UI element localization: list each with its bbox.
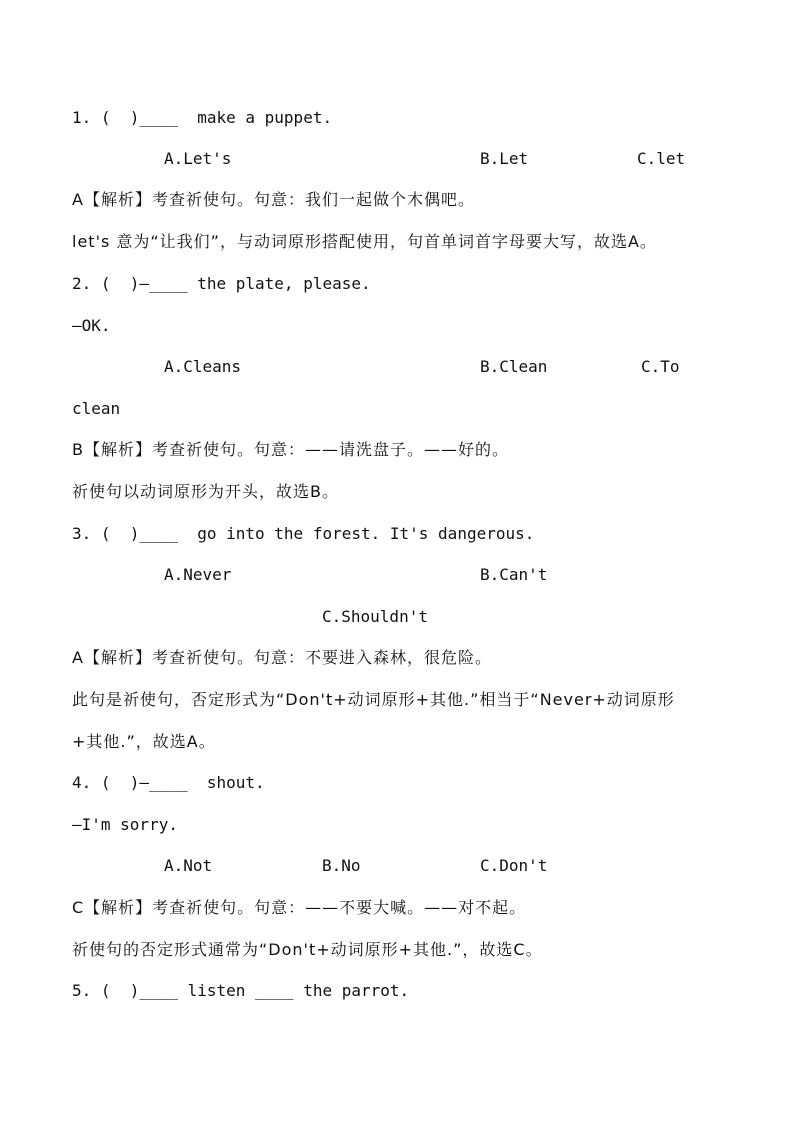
question-2-reply: —OK. [72, 316, 111, 335]
question-4-option-b: B.No [322, 856, 361, 875]
question-2-option-a: A.Cleans [164, 357, 242, 376]
question-2-option-c: C.To [641, 357, 680, 376]
question-1-option-b: B.Let [480, 149, 529, 168]
question-2-explanation-1: B【解析】考查祈使句。句意：——请洗盘子。——好的。 [72, 440, 509, 459]
question-4-reply: —I'm sorry. [72, 815, 178, 834]
question-1-option-c: C.let [637, 149, 686, 168]
question-3-option-c: C.Shouldn't [322, 607, 428, 626]
question-2-explanation-2: 祈使句以动词原形为开头，故选B。 [72, 482, 339, 501]
question-1-stem: 1. ( )____ make a puppet. [72, 108, 333, 127]
question-2-option-b: B.Clean [480, 357, 548, 376]
question-3-option-a: A.Never [164, 565, 232, 584]
question-3-option-b: B.Can't [480, 565, 548, 584]
question-4-explanation-2: 祈使句的否定形式通常为“Don't+动词原形+其他.”，故选C。 [72, 940, 543, 959]
question-4-explanation-1: C【解析】考查祈使句。句意：——不要大喊。——对不起。 [72, 898, 527, 917]
question-5-stem: 5. ( )____ listen ____ the parrot. [72, 981, 410, 1000]
question-1-explanation-1: A【解析】考查祈使句。句意：我们一起做个木偶吧。 [72, 190, 475, 209]
question-3-explanation-3: +其他.”，故选A。 [72, 732, 216, 751]
question-2-stem: 2. ( )—____ the plate, please. [72, 274, 371, 293]
question-3-explanation-2: 此句是祈使句，否定形式为“Don't+动词原形+其他.”相当于“Never+动词原形 [72, 690, 675, 709]
question-1-option-a: A.Let's [164, 149, 232, 168]
question-4-stem: 4. ( )—____ shout. [72, 773, 265, 792]
question-1-explanation-2: let's 意为“让我们”，与动词原形搭配使用，句首单词首字母要大写，故选A。 [72, 232, 657, 251]
question-4-option-c: C.Don't [480, 856, 548, 875]
question-3-explanation-1: A【解析】考查祈使句。句意：不要进入森林，很危险。 [72, 648, 492, 667]
question-2-option-c-wrap: clean [72, 399, 121, 418]
question-3-stem: 3. ( )____ go into the forest. It's dangerous. [72, 524, 535, 543]
question-4-option-a: A.Not [164, 856, 213, 875]
